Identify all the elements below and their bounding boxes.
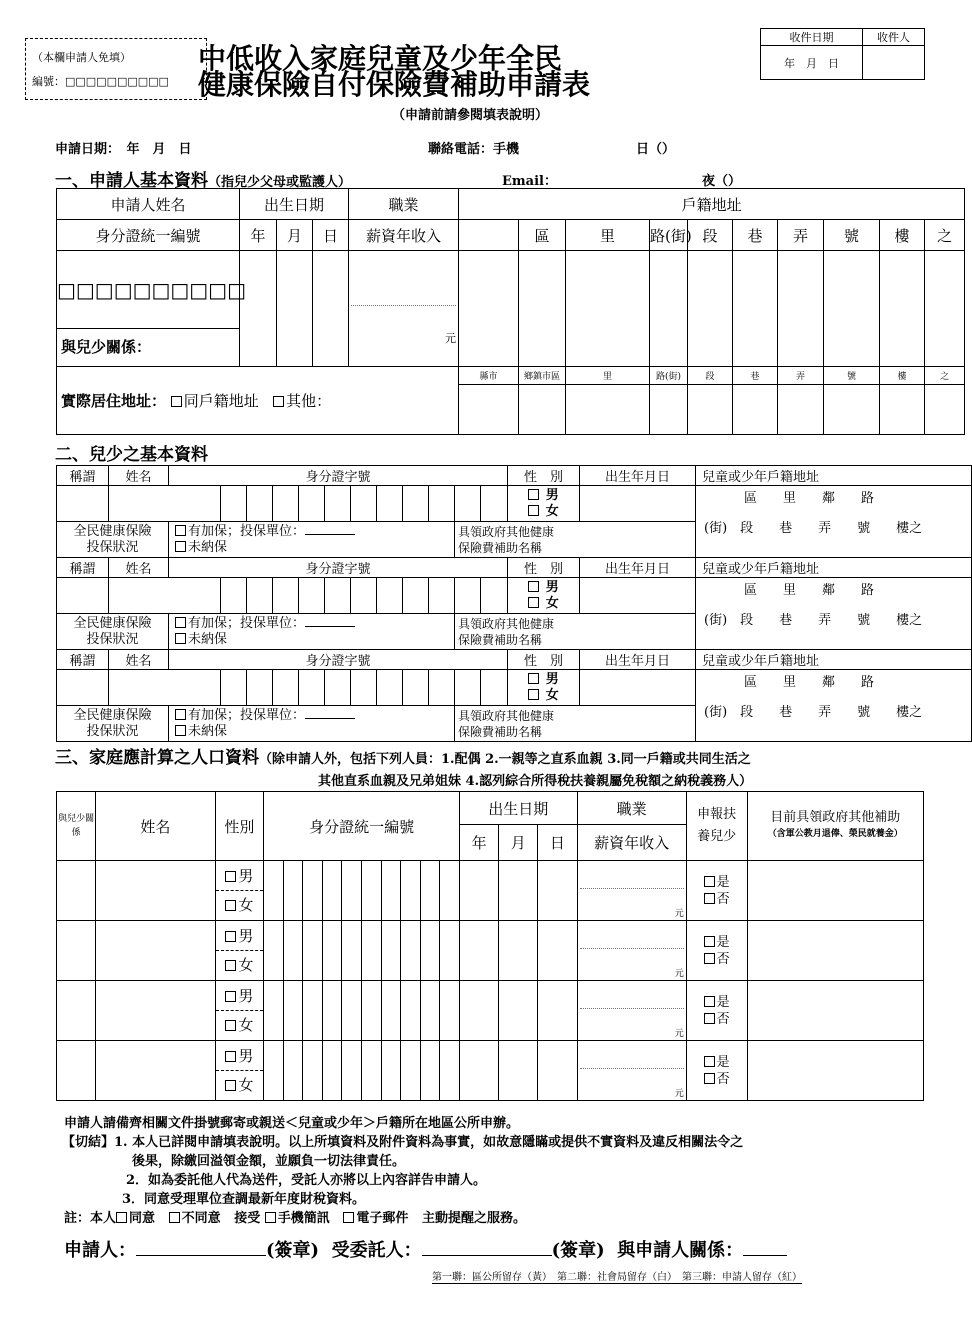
h-job: 職業	[349, 189, 459, 220]
office-use-note: （本欄申請人免填）	[32, 51, 131, 64]
dependent-yes-checkbox[interactable]	[704, 936, 715, 947]
income-field[interactable]: 元	[577, 861, 686, 921]
female-checkbox[interactable]	[528, 505, 539, 516]
h-applicant-name: 申請人姓名	[57, 189, 240, 220]
section1-title: 一、申請人基本資料（指兒少父母或監護人）	[55, 171, 352, 191]
apply-date[interactable]: 申請日期： 年 月 日	[55, 142, 192, 157]
income-field[interactable]: 元	[577, 981, 686, 1041]
h-birth: 出生日期	[240, 189, 349, 220]
male-checkbox[interactable]	[225, 871, 236, 882]
income-field[interactable]: 元	[349, 251, 459, 367]
phone-mobile[interactable]: 聯絡電話：手機	[428, 142, 520, 157]
dependent-yes-checkbox[interactable]	[704, 876, 715, 887]
dependent-no-checkbox[interactable]	[704, 1013, 715, 1024]
same-address-checkbox[interactable]	[171, 396, 182, 407]
dependent-no-checkbox[interactable]	[704, 1073, 715, 1084]
receipt-box: 收件日期 收件人 年 月 日	[760, 28, 925, 80]
household-row: 男 女 元 是 否	[57, 921, 924, 981]
serial-number: 編號：□□□□□□□□□□	[32, 75, 169, 88]
phone-night[interactable]: 夜（）	[702, 174, 742, 189]
dependent-yes-checkbox[interactable]	[704, 996, 715, 1007]
email-field[interactable]: Email：	[502, 174, 557, 189]
female-checkbox[interactable]	[528, 597, 539, 608]
section3-note-line2: 其他直系血親及兄弟姐妹 4.認列綜合所得稅扶養親屬免稅額之納稅義務人）	[318, 774, 753, 789]
section3-title: 三、家庭應計算之人口資料（除申請人外，包括下列人員：1.配偶 2.一親等之直系血親 3.同一戶籍或共同生活之	[55, 748, 751, 768]
relation-to-child[interactable]: 與兒少關係：	[61, 338, 152, 356]
footer-instructions: 申請人請備齊相關文件掛號郵寄或親送＜兒童或少年＞戶籍所在地區公所申辦。 【切結】1. 本人已詳閱申請填表說明。以上所填資料及附件資料為事實，如故意隱瞞或提供不實資料及違反相關法令之 後果，除繳回溢領金額，並願負一切法律責任。 2．如為委託他人代為送件，受託人亦將以上內容詳告申請人。 3．同意受理單位查調最新年度財稅資料。 註：本人 同意 不同意 接受 手機簡訊 電子郵件 主動提醒之服務。	[64, 1114, 934, 1228]
title-line2: 健康保險自付保險費補助申請表	[198, 68, 591, 101]
income-field[interactable]: 元	[577, 1041, 686, 1101]
uninsured-checkbox[interactable]	[175, 541, 186, 552]
male-checkbox[interactable]	[225, 991, 236, 1002]
dependent-no-checkbox[interactable]	[704, 953, 715, 964]
agent-signature-field[interactable]	[422, 1238, 552, 1256]
h-id: 身分證統一編號	[57, 220, 240, 251]
form-subtitle: （申請前請參閱填表說明）	[392, 108, 549, 123]
agree-checkbox[interactable]	[116, 1212, 127, 1223]
female-checkbox[interactable]	[528, 689, 539, 700]
male-checkbox[interactable]	[528, 489, 539, 500]
applicant-signature-field[interactable]	[136, 1238, 266, 1256]
female-checkbox[interactable]	[225, 1080, 236, 1091]
male-checkbox[interactable]	[225, 931, 236, 942]
applicant-table: 申請人姓名 出生日期 職業 戶籍地址 身分證統一編號 年 月 日 薪資年收入 區 里 路(街) 段 巷 弄 號 樓 之 □□□□□□□□□□ 與兒少關係： 元 實際居住地址： 同戶籍地址 其他： 縣市 鄉鎮市區 里 路(街) 段 巷 弄 號 樓 之	[56, 188, 965, 435]
female-checkbox[interactable]	[225, 900, 236, 911]
title-line1: 中低收入家庭兒童及少年全民	[198, 42, 563, 75]
child-block-2: 稱謂 姓名 身分證字號 性 別 出生年月日 兒童或少年戶籍地址 男 女 區 里 鄰 路 (街) 段 巷 弄 號 樓之 全民健康保險 投保狀況 有加保；投保單位： 未納保 具領政府其他健康 保險費補助名稱	[56, 557, 972, 650]
female-checkbox[interactable]	[225, 1020, 236, 1031]
household-row: 男 女 元 是 否	[57, 861, 924, 921]
income-field[interactable]: 元	[577, 921, 686, 981]
female-checkbox[interactable]	[225, 960, 236, 971]
male-checkbox[interactable]	[225, 1051, 236, 1062]
sms-checkbox[interactable]	[265, 1212, 276, 1223]
applicant-id-field[interactable]: □□□□□□□□□□	[57, 251, 239, 329]
residence-address[interactable]: 實際居住地址： 同戶籍地址 其他：	[57, 367, 459, 435]
insured-checkbox[interactable]	[175, 709, 186, 720]
other-address-checkbox[interactable]	[273, 396, 284, 407]
household-row: 男 女 元 是 否	[57, 981, 924, 1041]
form-title	[198, 42, 738, 101]
signature-line: 申請人： (簽章) 受委託人： (簽章) 與申請人關係：	[64, 1236, 787, 1262]
household-row: 男 女 元 是 否	[57, 1041, 924, 1101]
male-checkbox[interactable]	[528, 673, 539, 684]
insured-checkbox[interactable]	[175, 525, 186, 536]
household-table: 與兒少關係 姓名 性別 身分證統一編號 出生日期 職業 申報扶 養兒少 目前具領政府其他補助 （含軍公教月退俸、榮民就養金） 年 月 日 薪資年收入 男 女 元 是 否 男 女 元 是 否 男 女 元 是 否 男 女 元 是 否	[56, 791, 924, 1101]
reminder-consent: 註：本人 同意 不同意 接受 手機簡訊 電子郵件 主動提醒之服務。	[64, 1211, 526, 1226]
relation-field[interactable]	[743, 1238, 787, 1256]
uninsured-checkbox[interactable]	[175, 725, 186, 736]
email-checkbox[interactable]	[343, 1212, 354, 1223]
male-checkbox[interactable]	[528, 581, 539, 592]
dependent-no-checkbox[interactable]	[704, 893, 715, 904]
dependent-yes-checkbox[interactable]	[704, 1056, 715, 1067]
h-address: 戶籍地址	[459, 189, 965, 220]
disagree-checkbox[interactable]	[169, 1212, 180, 1223]
insured-checkbox[interactable]	[175, 617, 186, 628]
uninsured-checkbox[interactable]	[175, 633, 186, 644]
phone-day[interactable]: 日（）	[636, 142, 676, 157]
section2-title: 二、兒少之基本資料	[55, 445, 208, 465]
child-block-3: 稱謂 姓名 身分證字號 性 別 出生年月日 兒童或少年戶籍地址 男 女 區 里 鄰 路 (街) 段 巷 弄 號 樓之 全民健康保險 投保狀況 有加保；投保單位： 未納保 具領政府其他健康 保險費補助名稱	[56, 649, 972, 742]
child-block-1: 稱謂 姓名 身分證字號 性 別 出生年月日 兒童或少年戶籍地址 男 女 區 里 鄰 路 (街) 段 巷 弄 號 樓之 全民健康保險 投保狀況 有加保；投保單位： 未納保 具領政府其他健康 保險費補助名稱	[56, 465, 972, 558]
copy-distribution: 第一聯：區公所留存（黃） 第二聯：社會局留存（白） 第三聯：申請人留存（紅）	[432, 1268, 802, 1284]
office-use-box	[25, 38, 207, 100]
